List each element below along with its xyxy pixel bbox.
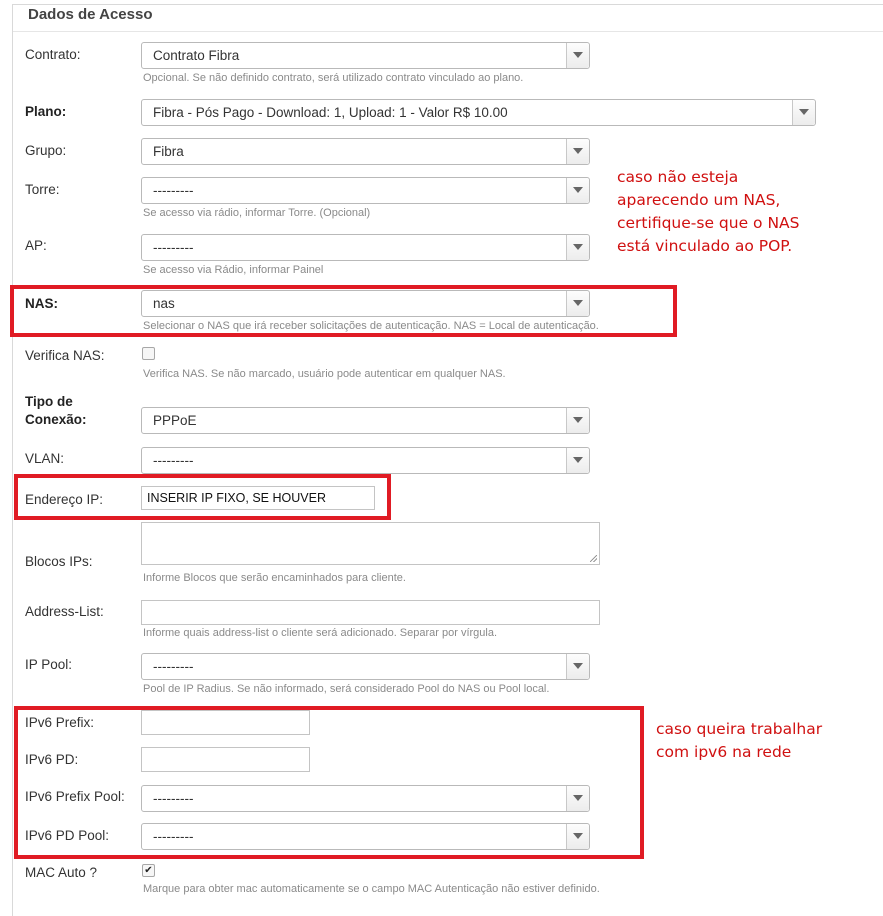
ipv6-note-line: caso queira trabalhar [656, 720, 823, 738]
ap-help: Se acesso via Rádio, informar Painel [143, 264, 324, 276]
nas-annotation-note [617, 166, 799, 258]
verifica-nas-help: Verifica NAS. Se não marcado, usuário pode autenticar em qualquer NAS. [143, 368, 506, 380]
verifica-nas-checkbox[interactable] [142, 347, 155, 360]
torre-label: Torre: [25, 182, 60, 197]
ipv6-pd-pool-label: IPv6 PD Pool: [25, 828, 110, 843]
ipv6-note-line: com ipv6 na rede [656, 743, 792, 761]
nas-note-line: aparecendo um NAS, [617, 191, 781, 209]
nas-help: Selecionar o NAS que irá receber solicitações de autenticação. NAS = Local de autenticação. [143, 320, 599, 332]
chevron-down-icon [566, 448, 589, 473]
mac-auto-label: MAC Auto ? [25, 865, 98, 880]
ap-select[interactable] [141, 234, 590, 261]
blocos-ips-help: Informe Blocos que serão encaminhados para cliente. [143, 572, 406, 584]
blocos-ips-textarea[interactable] [141, 522, 600, 565]
chevron-down-icon [566, 139, 589, 164]
section-divider [13, 31, 883, 32]
tipo-conexao-label-line1: Tipo de [25, 394, 73, 409]
ip-pool-help: Pool de IP Radius. Se não informado, será considerado Pool do NAS ou Pool local. [143, 683, 550, 695]
ipv6-prefix-pool-label: IPv6 Prefix Pool: [25, 789, 125, 804]
chevron-down-icon [566, 654, 589, 679]
grupo-value: Fibra [153, 144, 184, 159]
ipv6-annotation-note [656, 718, 822, 764]
ip-pool-select[interactable] [141, 653, 590, 680]
endereco-ip-input[interactable] [141, 486, 375, 510]
section-title: Dados de Acesso [28, 6, 153, 23]
vlan-label: VLAN: [25, 451, 65, 466]
chevron-down-icon [566, 824, 589, 849]
plano-label: Plano: [25, 104, 67, 119]
chevron-down-icon [566, 408, 589, 433]
ap-value: --------- [153, 240, 194, 255]
address-list-input[interactable] [141, 600, 600, 625]
plano-select[interactable] [141, 99, 816, 126]
nas-note-line: está vinculado ao POP. [617, 237, 793, 255]
vlan-select[interactable] [141, 447, 590, 474]
nas-value: nas [153, 296, 175, 311]
ipv6-pd-pool-value: --------- [153, 829, 194, 844]
ipv6-pd-label: IPv6 PD: [25, 752, 79, 767]
tipo-conexao-select[interactable] [141, 407, 590, 434]
chevron-down-icon [566, 291, 589, 316]
torre-select[interactable] [141, 177, 590, 204]
torre-help: Se acesso via rádio, informar Torre. (Opcional) [143, 207, 371, 219]
chevron-down-icon [566, 43, 589, 68]
verifica-nas-label: Verifica NAS: [25, 348, 105, 363]
resize-handle-icon[interactable] [590, 555, 597, 562]
contrato-help: Opcional. Se não definido contrato, será utilizado contrato vinculado ao plano. [143, 72, 524, 84]
tipo-conexao-value: PPPoE [153, 413, 197, 428]
nas-label: NAS: [25, 296, 58, 311]
contrato-value: Contrato Fibra [153, 48, 240, 63]
plano-value: Fibra - Pós Pago - Download: 1, Upload: 1 - Valor R$ 10.00 [153, 105, 508, 120]
chevron-down-icon [566, 235, 589, 260]
grupo-label: Grupo: [25, 143, 67, 158]
chevron-down-icon [566, 178, 589, 203]
vlan-value: --------- [153, 453, 194, 468]
ap-label: AP: [25, 238, 47, 253]
ipv6-prefix-input[interactable] [141, 710, 310, 735]
ipv6-prefix-label: IPv6 Prefix: [25, 715, 95, 730]
ipv6-pd-input[interactable] [141, 747, 310, 772]
grupo-select[interactable] [141, 138, 590, 165]
chevron-down-icon [792, 100, 815, 125]
endereco-ip-label: Endereço IP: [25, 492, 104, 507]
address-list-help: Informe quais address-list o cliente será adicionado. Separar por vírgula. [143, 627, 498, 639]
mac-auto-checkbox[interactable]: ✔ [142, 864, 155, 877]
ip-pool-value: --------- [153, 659, 194, 674]
address-list-label: Address-List: [25, 604, 104, 619]
mac-auto-help: Marque para obter mac automaticamente se o campo MAC Autenticação não estiver definido. [143, 883, 600, 895]
ip-pool-label: IP Pool: [25, 657, 73, 672]
contrato-select[interactable] [141, 42, 590, 69]
tipo-conexao-label-line2: Conexão: [25, 412, 87, 427]
blocos-ips-label: Blocos IPs: [25, 554, 93, 569]
endereco-ip-value: INSERIR IP FIXO, SE HOUVER [147, 491, 326, 505]
nas-select[interactable] [141, 290, 590, 317]
torre-value: --------- [153, 183, 194, 198]
chevron-down-icon [566, 786, 589, 811]
ipv6-prefix-pool-select[interactable] [141, 785, 590, 812]
nas-note-line: caso não esteja [617, 168, 739, 186]
contrato-label: Contrato: [25, 47, 81, 62]
nas-note-line: certifique-se que o NAS [617, 214, 800, 232]
ipv6-prefix-pool-value: --------- [153, 791, 194, 806]
ipv6-pd-pool-select[interactable] [141, 823, 590, 850]
